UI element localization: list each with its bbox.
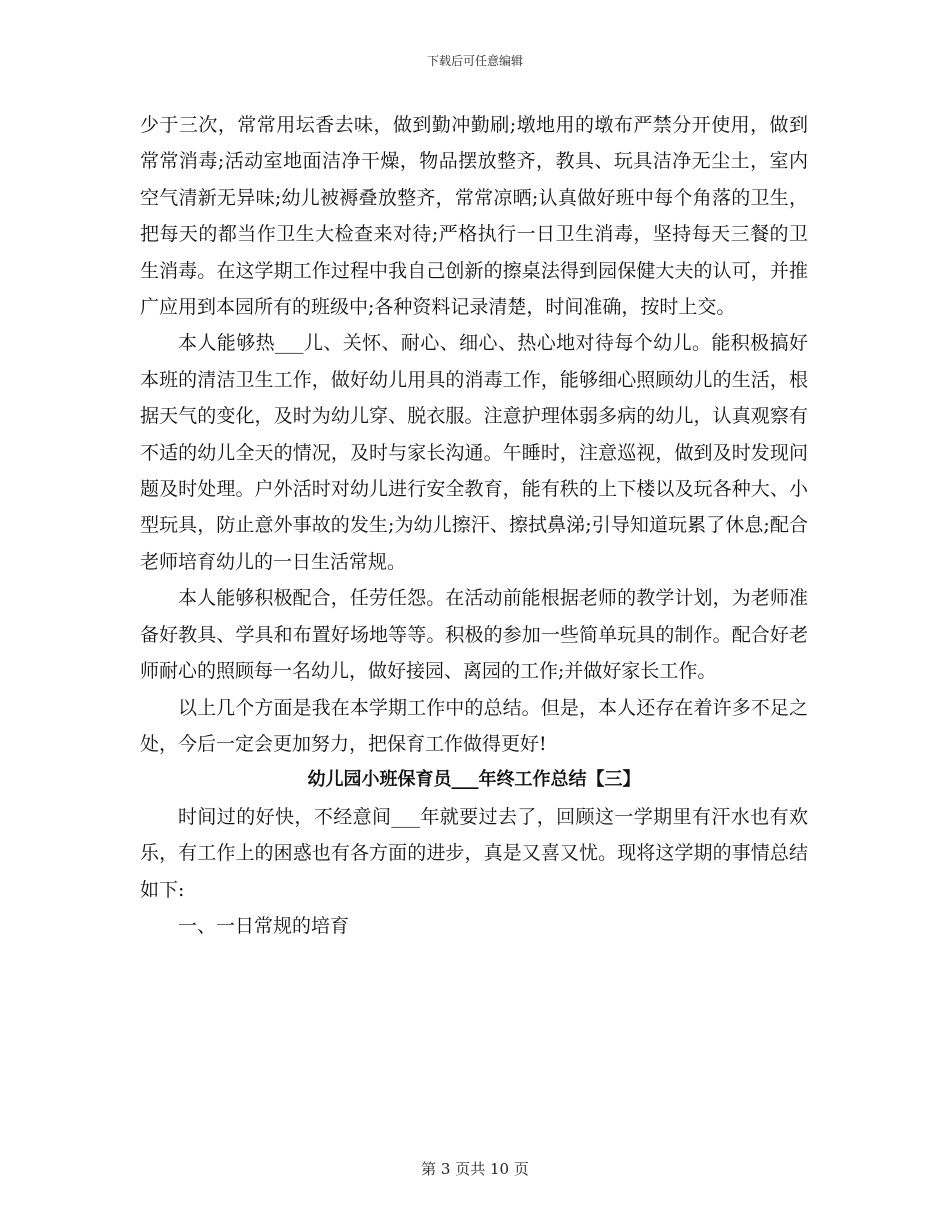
document-body: [140, 107, 808, 944]
paragraph-care: 本人能够热___儿、关怀、耐心、细心、热心地对待每个幼儿。能积极搞好本班的清洁卫生工作，做好幼儿用具的消毒工作，能够细心照顾幼儿的生活，根据天气的变化，及时为幼儿穿、脱衣服。注意护理体弱多病的幼儿，认真观察有不适的幼儿全天的情况，及时与家长沟通。午睡时，注意巡视，做到及时发现问题及时处理。户外活时对幼儿进行安全教育，能有秩的上下楼以及玩各种大、小型玩具，防止意外事故的发生;为幼儿擦汗、擦拭鼻涕;引导知道玩累了休息;配合老师培育幼儿的一日生活常规。: [140, 332, 808, 573]
subsection-heading: 一、一日常规的培育: [178, 914, 350, 937]
paragraph-intro: 时间过的好快，不经意间___年就要过去了，回顾这一学期里有汗水也有欢乐，有工作上的困惑也有各方面的进步，真是又喜又忧。现将这学期的事情总结如下:: [140, 805, 808, 901]
paragraph-summary: 以上几个方面是我在本学期工作中的总结。但是，本人还存在着许多不足之处，今后一定会更加努力，把保育工作做得更好!: [140, 696, 808, 755]
page-header: 下载后可任意编辑: [426, 54, 523, 68]
section-heading: 幼儿园小班保育员___年终工作总结【三】: [307, 769, 641, 791]
paragraph-cooperation: 本人能够积极配合，任劳任怨。在活动前能根据老师的教学计划，为老师准备好教具、学具和布置好场地等等。积极的参加一些简单玩具的制作。配合好老师耐心的照顾每一名幼儿，做好接园、离园的工作;并做好家长工作。: [140, 587, 808, 683]
paragraph-continued: 少于三次，常常用坛香去味，做到勤冲勤刷;墩地用的墩布严禁分开使用，做到常常消毒;活动室地面洁净干燥，物品摆放整齐，教具、玩具洁净无尘土，室内空气清新无异味;幼儿被褥叠放整齐，常常凉晒;认真做好班中每个角落的卫生，把每天的都当作卫生大检查来对待;严格执行一日卫生消毒，坚持每天三餐的卫生消毒。在这学期工作过程中我自己创新的擦桌法得到园保健大夫的认可，并推广应用到本园所有的班级中;各种资料记录清楚，时间准确，按时上交。: [140, 114, 808, 319]
page-footer: 第 3 页共 10 页: [421, 1160, 529, 1178]
